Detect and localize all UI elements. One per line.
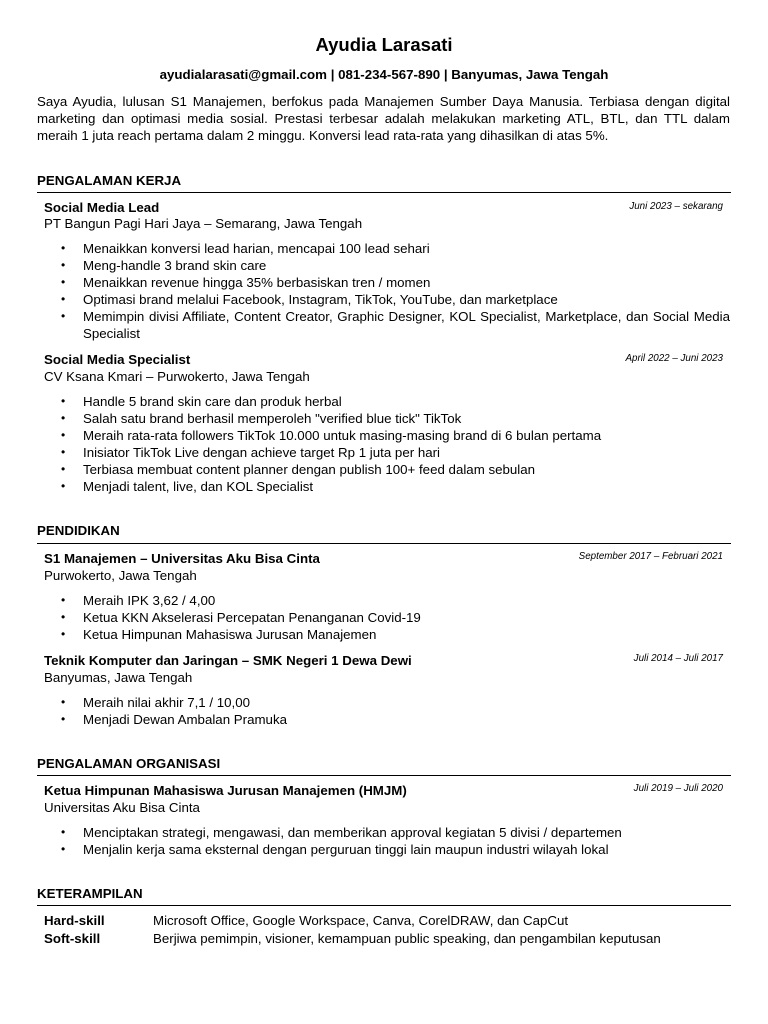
bullet-list [0,240,768,342]
bullet-text: Optimasi brand melalui Facebook, Instagram, TikTok, YouTube, dan marketplace [83,292,558,307]
section-divider [37,543,731,544]
bullet-text: Menjalin kerja sama eksternal dengan perguruan tinggi lain maupun industri wilayah lokal [83,842,609,857]
bullet-list [0,694,768,728]
bullet-icon: • [61,479,66,493]
bullet-icon: • [61,695,66,709]
bullet-icon: • [61,825,66,839]
bullet-item [0,626,768,643]
entry-date: September 2017 – Februari 2021 [578,551,723,562]
bullet-text: Meraih rata-rata followers TikTok 10.000 untuk masing-masing brand di 6 bulan pertama [83,428,602,443]
entry-date: April 2022 – Juni 2023 [625,353,723,364]
bullet-list [0,393,768,495]
bullet-icon: • [61,712,66,726]
bullet-text: Menciptakan strategi, mengawasi, dan memberikan approval kegiatan 5 divisi / departemen [83,825,622,840]
bullet-item [0,291,768,308]
bullet-item [0,478,768,495]
section-title-education: PENDIDIKAN [37,523,120,538]
entry-title: Teknik Komputer dan Jaringan – SMK Negeri 1 Dewa Dewi [44,653,412,668]
entry-date: Juli 2014 – Juli 2017 [633,653,723,664]
bullet-icon: • [61,241,66,255]
bullet-item [0,393,768,410]
bullet-icon: • [61,292,66,306]
bullet-item [0,444,768,461]
entry-title: S1 Manajemen – Universitas Aku Bisa Cinta [44,551,320,566]
bullet-icon: • [61,411,66,425]
bullet-icon: • [61,445,66,459]
bullet-text: Menjadi talent, live, dan KOL Specialist [83,479,314,494]
section-divider [37,905,731,906]
entry-location: CV Ksana Kmari – Purwokerto, Jawa Tengah [44,369,310,384]
skill-value: Berjiwa pemimpin, visioner, kemampuan public speaking, dan pengambilan keputusan [153,931,661,946]
entry-location: Purwokerto, Jawa Tengah [44,568,197,583]
entry-title: Social Media Specialist [44,352,191,367]
bullet-item [0,609,768,626]
bullet-item [0,461,768,478]
bullet-text: Meng-handle 3 brand skin care [83,258,267,273]
bullet-item [0,824,768,841]
bullet-icon: • [61,275,66,289]
entry-location: Banyumas, Jawa Tengah [44,670,193,685]
bullet-icon: • [61,610,66,624]
bullet-icon: • [61,258,66,272]
bullet-item [0,427,768,444]
bullet-text: Handle 5 brand skin care dan produk herbal [83,394,342,409]
section-divider [37,192,731,193]
skill-row-hard [44,912,568,930]
entry-location: Universitas Aku Bisa Cinta [44,800,200,815]
bullet-item [0,410,768,427]
bullet-list [0,824,768,858]
candidate-name: Ayudia Larasati [315,34,453,55]
bullet-text: Meraih IPK 3,62 / 4,00 [83,593,216,608]
bullet-item [0,257,768,274]
entry-date: Juni 2023 – sekarang [629,201,723,212]
entry-title: Social Media Lead [44,200,160,215]
entry-title: Ketua Himpunan Mahasiswa Jurusan Manajemen (HMJM) [44,783,407,798]
bullet-item [0,274,768,291]
bullet-item [0,308,768,342]
section-title-organization: PENGALAMAN ORGANISASI [37,756,221,771]
profile-summary: Saya Ayudia, lulusan S1 Manajemen, berfokus pada Manajemen Sumber Daya Manusia. Terbiasa dengan digital marketing dan optimasi media sosial. Prestasi terbesar adalah melakukan marketing ATL, BTL, dan TTL dalam meraih 1 juta reach pertama dalam 2 minggu. Konversi lead rata-rata yang dihasilkan di atas 5%. [37,94,730,143]
section-divider [37,775,731,776]
skill-value: Microsoft Office, Google Workspace, Canva, CorelDRAW, dan CapCut [153,913,569,928]
bullet-text: Meraih nilai akhir 7,1 / 10,00 [83,695,251,710]
bullet-icon: • [61,309,66,323]
contact-line: ayudialarasati@gmail.com | 081-234-567-890 | Banyumas, Jawa Tengah [159,67,609,82]
bullet-text: Terbiasa membuat content planner dengan publish 100+ feed dalam sebulan [83,462,536,477]
bullet-item [0,592,768,609]
bullet-icon: • [61,593,66,607]
entry-location: PT Bangun Pagi Hari Jaya – Semarang, Jawa Tengah [44,216,363,231]
skill-label: Soft-skill [44,931,101,946]
bullet-icon: • [61,842,66,856]
skill-row-soft [44,930,661,948]
section-title-experience: PENGALAMAN KERJA [37,173,182,188]
bullet-text: Inisiator TikTok Live dengan achieve target Rp 1 juta per hari [83,445,441,460]
bullet-text: Menjadi Dewan Ambalan Pramuka [83,712,287,727]
bullet-list [0,592,768,643]
bullet-item [0,694,768,711]
bullet-icon: • [61,627,66,641]
bullet-icon: • [61,462,66,476]
bullet-text: Menaikkan konversi lead harian, mencapai 100 lead sehari [83,241,430,256]
bullet-text: Ketua Himpunan Mahasiswa Jurusan Manajemen [83,627,377,642]
bullet-item [0,711,768,728]
bullet-text: Ketua KKN Akselerasi Percepatan Penanganan Covid-19 [83,610,421,625]
section-title-skills: KETERAMPILAN [37,886,143,901]
bullet-icon: • [61,394,66,408]
bullet-icon: • [61,428,66,442]
entry-date: Juli 2019 – Juli 2020 [633,783,723,794]
bullet-item [0,240,768,257]
bullet-text: Menaikkan revenue hingga 35% berbasiskan tren / momen [83,275,431,290]
bullet-text: Memimpin divisi Affiliate, Content Creator, Graphic Designer, KOL Specialist, Marketplace, dan Social Media Specialist [83,309,730,341]
skill-label: Hard-skill [44,913,105,928]
bullet-item [0,841,768,858]
bullet-text: Salah satu brand berhasil memperoleh "verified blue tick" TikTok [83,411,462,426]
